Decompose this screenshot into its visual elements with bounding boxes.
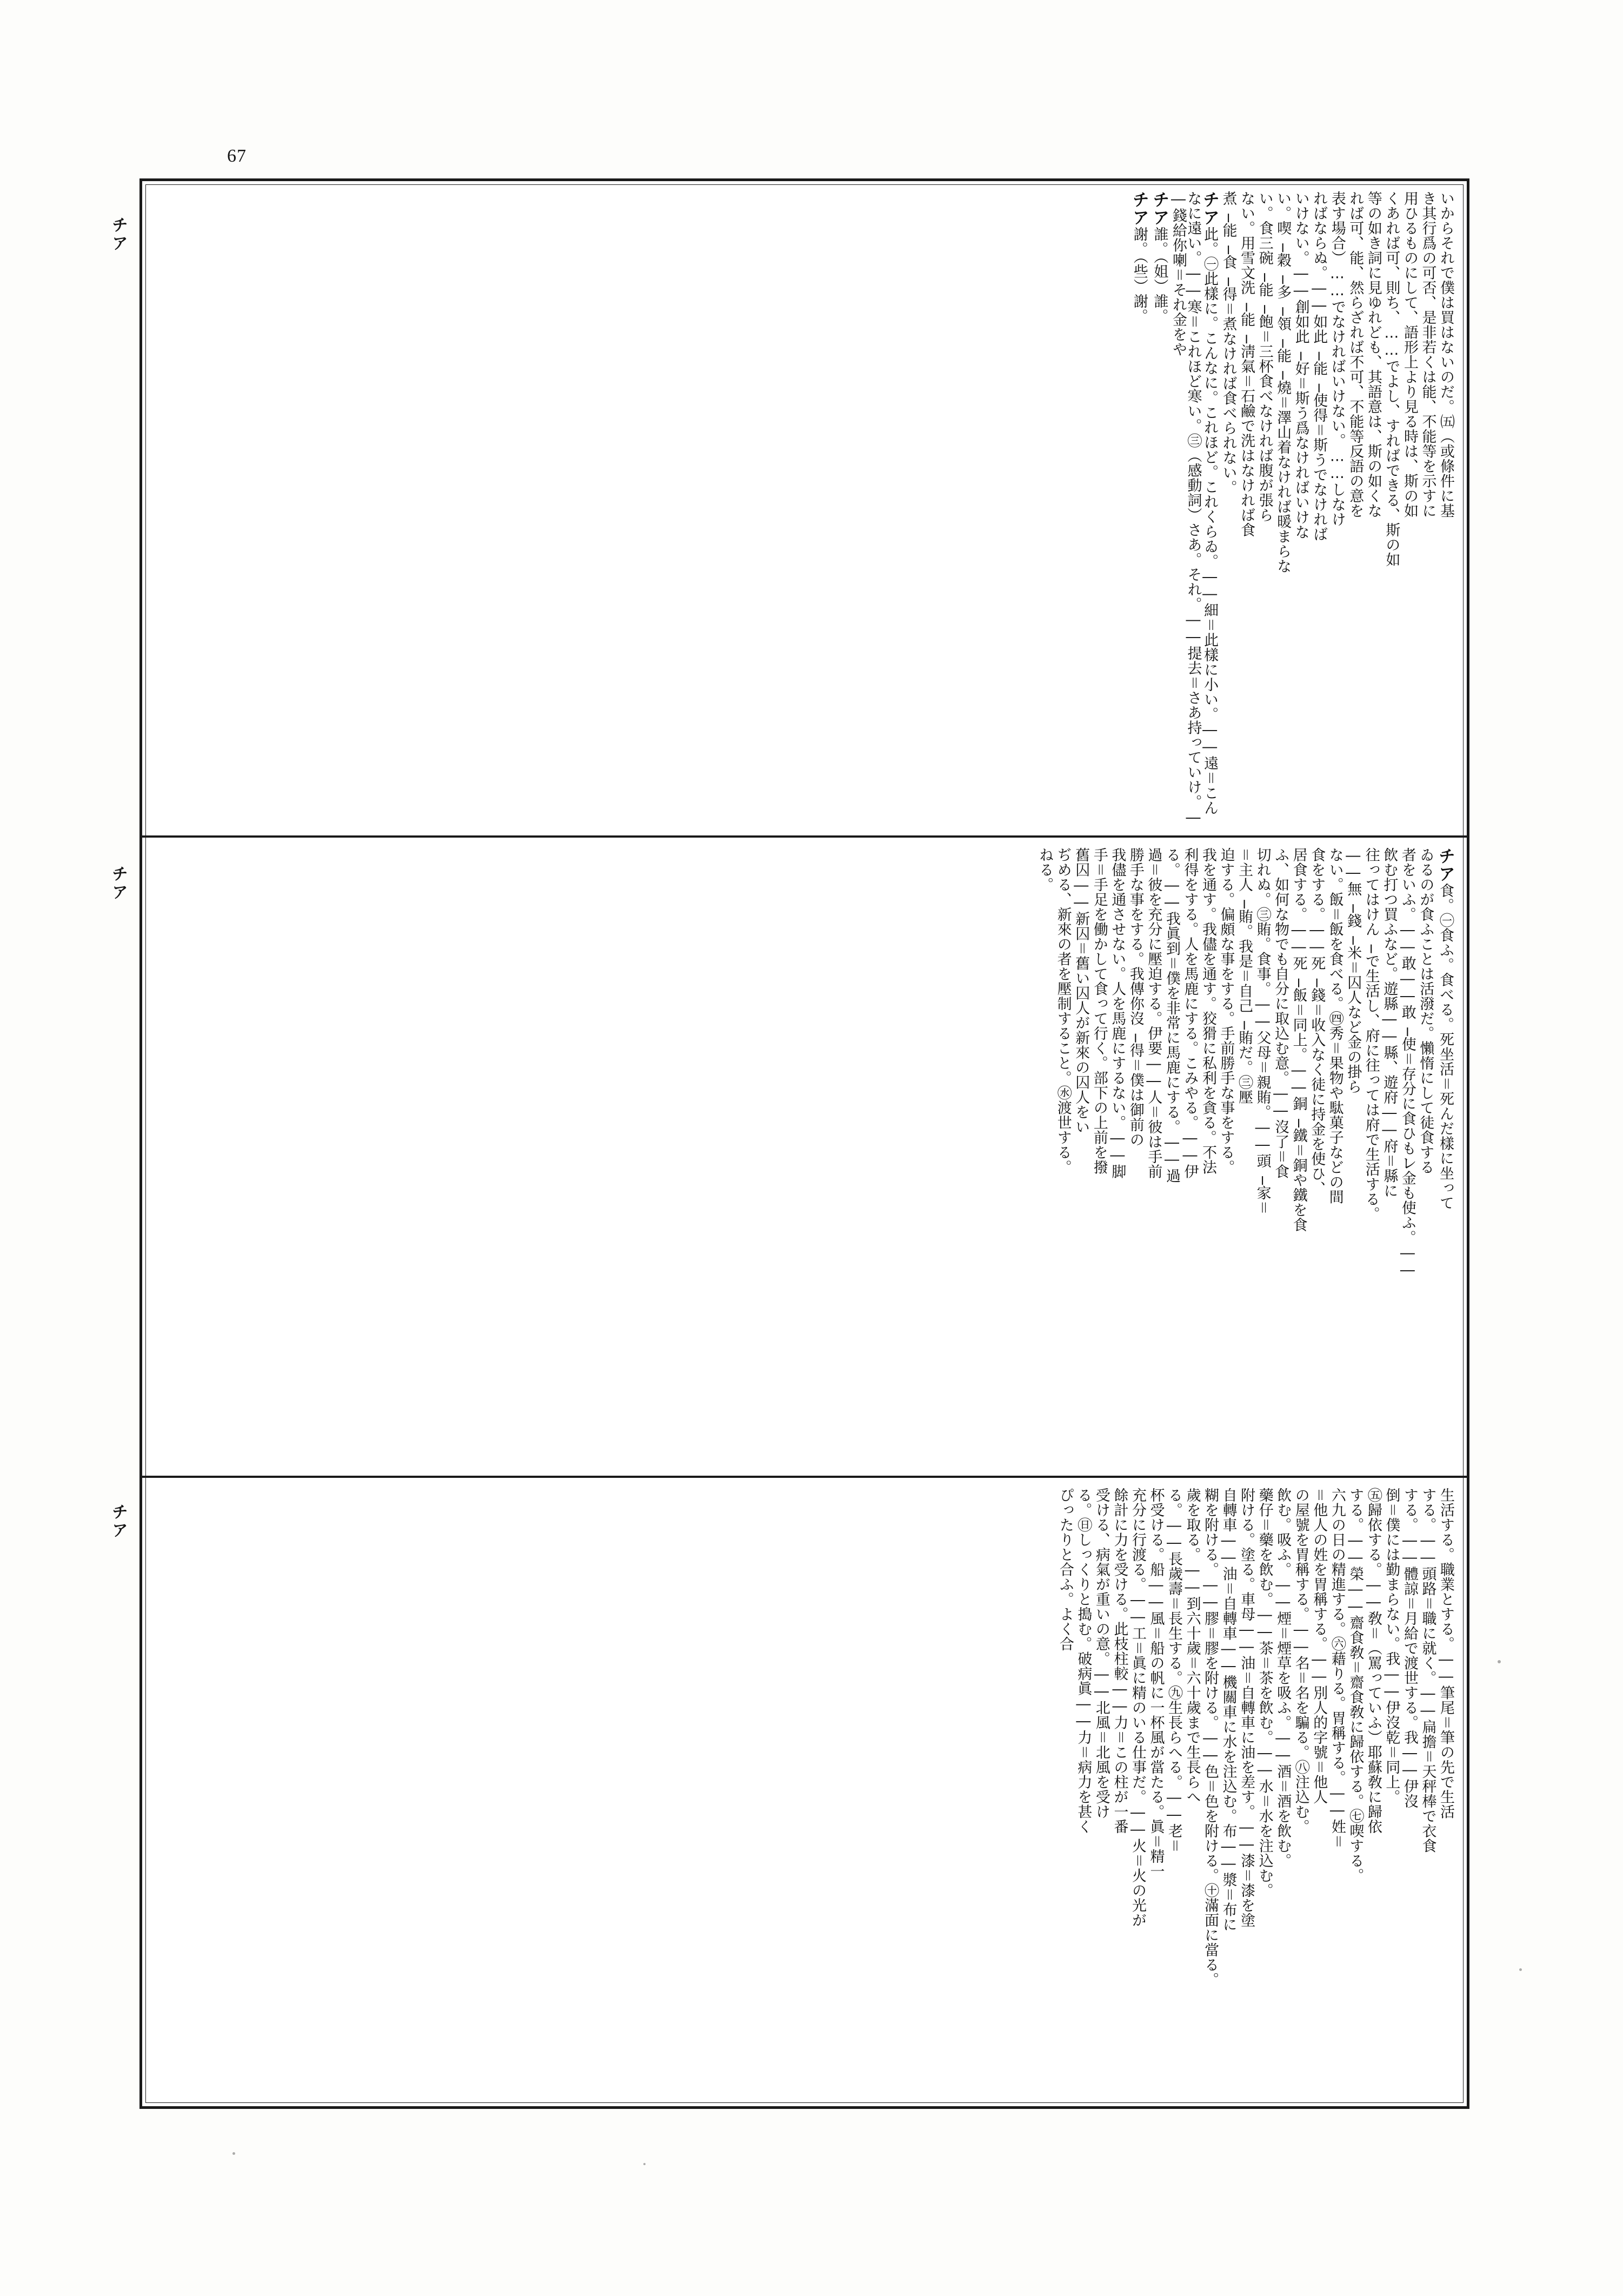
text-frame bbox=[139, 178, 1469, 2109]
headword: チア bbox=[1149, 191, 1169, 227]
text-column: 六九の日の精進する。㊅藉りる。胃稱する。――姓＝ bbox=[1328, 1488, 1346, 1849]
scan-speck bbox=[1498, 1660, 1501, 1663]
text-column: い。喫╷穀╷多╷領╷能╷燒＝澤山着なければ暖まらな bbox=[1274, 191, 1292, 574]
text-column: いけない。――創如此╷好＝斯う爲なければいけな bbox=[1292, 191, 1309, 540]
text-column: する。――榮――齋食敎＝齋食敎に歸依する。㊆喫する。 bbox=[1347, 1488, 1364, 1883]
text-column: 歲を取る。――到六十歲＝六十歲まで生長らへ bbox=[1183, 1488, 1201, 1804]
text-column: の屋號を胃稱する。――名＝名を騙る。㊇注込む。 bbox=[1292, 1488, 1309, 1834]
text-column: 受ける、病氣が重いの意。――北風＝北風を受け bbox=[1093, 1488, 1110, 1819]
text-column: 用ひるものにして、語形上より見る時は、斯の如 bbox=[1401, 191, 1418, 518]
scan-speck bbox=[1519, 1968, 1522, 1971]
text-column: 我を通す。我儘を通す。狡猾に私利を貪る。不法 bbox=[1200, 847, 1217, 1174]
text-column: 倒＝僕には勤まらない。我――伊沒乾＝同上。 bbox=[1383, 1488, 1400, 1804]
text-column: 我儘を通させない。人を馬鹿にするない。――脚 bbox=[1109, 847, 1126, 1179]
text-column: 藥仔＝藥を飲む。――茶＝茶を飲む。――水＝水を注込む。 bbox=[1256, 1488, 1273, 1898]
text-column: 者をいふ。――敢――敢╷使＝存分に食ひも㆑金も使ふ。―― bbox=[1399, 847, 1416, 1279]
text-column: 居食する。――死╷飯＝同上。――銅╷鐵＝銅や鐵を食 bbox=[1290, 847, 1307, 1232]
margin-running-head-1: チア bbox=[109, 216, 128, 253]
margin-running-head-3: チア bbox=[109, 1503, 128, 1540]
text-column: くあれば可、則ち、……でよし、すればできる、斯の如 bbox=[1383, 191, 1400, 567]
text-column: ＝主人╷賄。我是＝自己╷賄だ。㊂壓 bbox=[1236, 847, 1253, 1105]
text-column: る。――我眞到＝僕を非常に馬鹿にする。――過 bbox=[1163, 847, 1180, 1183]
scan-speck bbox=[232, 2152, 235, 2155]
text-column: 糊を附ける。――膠＝膠を附ける。――色＝色を附ける。㊉滿面に當る。 bbox=[1202, 1488, 1219, 1987]
text-column: ぢめる、新來の者を壓制すること。㊌渡世する。 bbox=[1054, 847, 1072, 1174]
text-column: き其行爲の可否、是非若くは能、不能等を示すに bbox=[1419, 191, 1436, 518]
text-column: 往ってはけん╷で生活し、府に往っては府で生活する。 bbox=[1362, 847, 1380, 1222]
entry-column-chia-eat bbox=[1434, 847, 1455, 1468]
text-column: 附ける。塗る。車母――油＝自轉車に油を差す。――漆＝漆を塗 bbox=[1238, 1488, 1255, 1928]
text-column: する。――頭路＝職に就く。――扁擔＝天秤棒で衣食 bbox=[1419, 1488, 1436, 1853]
headword: チア bbox=[1200, 191, 1220, 227]
text-column: 迫する。偏頗な事をする。手前勝手な事をする。 bbox=[1218, 847, 1235, 1174]
text-column: 食をする。――死╷錢＝收入なく徒に持金を使ひ、 bbox=[1308, 847, 1326, 1196]
entry-body: 此。㊀此樣に。こんなに。これほど。これくらゐ。――細＝此樣に小い。――遠＝こんなに遠い。――寒＝これほど寒い。㊂（感動詞）さあ。それ。――提去＝さあ持っていけ。――錢給你喇＝それ金をや bbox=[1169, 191, 1219, 826]
text-column: 生活する。職業とする。――筆尾＝筆の先で生活 bbox=[1438, 1488, 1454, 1819]
text-column: 飲む打つ買ふなど。遊縣――縣、遊府――府＝縣に bbox=[1381, 847, 1398, 1198]
text-column: ふ、如何な物でも自分に取込む意。――沒了＝食 bbox=[1272, 847, 1289, 1179]
text-column: 手＝手足を働かして食って行く。部下の上前を撥 bbox=[1090, 847, 1108, 1174]
text-band-upper bbox=[142, 181, 1467, 835]
text-column: る。――長歲壽＝長生する。㊈生長らへる。――老＝ bbox=[1166, 1488, 1183, 1853]
text-column: ㊄歸依する。――敎＝（罵っていふ）耶蘇敎に歸依 bbox=[1365, 1488, 1382, 1834]
text-column: 飲む。吸ふ。――煙＝煙草を吸ふ。――酒＝酒を飲む。 bbox=[1274, 1488, 1292, 1868]
entry-body: 謝。（些）謝。 bbox=[1130, 227, 1148, 323]
text-column: 餘計に力を受ける。此枝柱較――力＝この柱が一番 bbox=[1111, 1488, 1128, 1834]
text-column: ねる。 bbox=[1036, 847, 1054, 892]
text-band-lower bbox=[142, 1478, 1467, 2108]
text-column: いからそれで僕は買はないのだ。㈤（或條件に基 bbox=[1438, 191, 1454, 518]
text-column: ない。飯＝飯を食べる。㊃秀＝果物や駄菓子などの間 bbox=[1326, 847, 1343, 1204]
margin-running-head-2: チア bbox=[109, 865, 128, 902]
entry-column-chia-this bbox=[1169, 191, 1219, 828]
text-column: 表す場合）……でなければいけない。……しなけ bbox=[1328, 191, 1346, 527]
text-column: 杯受ける。船――風＝船の帆に一杯風が當たる。眞＝精一 bbox=[1147, 1488, 1165, 1879]
text-column: 自轉車――油＝自轉車――機關車に水を注込む。布――漿＝布に bbox=[1220, 1488, 1237, 1932]
text-column: ぴったりと合ふ。よく合 bbox=[1056, 1488, 1074, 1651]
scan-speck bbox=[643, 2163, 646, 2165]
text-column: ――無╷錢╷米＝囚人など金の掛ら bbox=[1345, 847, 1362, 1094]
text-column: ゐるのが食ふことは活潑だ。懶惰にして徒食する bbox=[1417, 847, 1434, 1174]
text-column: 充分に行渡る。――工＝眞に精のいる仕事だ。――火＝火の光が bbox=[1129, 1488, 1146, 1928]
text-column: ない。用雪文洗╷能╷淸氣＝石鹼で洗はなければ食 bbox=[1238, 191, 1255, 537]
entry-body: 食。㊀食ふ。食べる。死坐活＝死んだ樣に坐って bbox=[1437, 883, 1454, 1210]
text-column: 煮╷能╷食╷得＝煮なければ食べられない。 bbox=[1220, 191, 1237, 495]
column-group-middle bbox=[154, 847, 1455, 1468]
headword: チア bbox=[1129, 191, 1149, 227]
entry-body: 誰。（姐）誰。 bbox=[1151, 227, 1168, 323]
text-column: 利得をする。人を馬鹿にする。こみやる。――伊 bbox=[1181, 847, 1199, 1179]
text-column: 勝手な事をする。我傳你沒╷得＝僕は御前の bbox=[1127, 847, 1144, 1147]
text-column: ＝他人の姓を胃稱する。――別人的字號＝他人 bbox=[1311, 1488, 1328, 1804]
text-column: 等の如き詞に見ゆれども、其語意は、斯の如くな bbox=[1365, 191, 1382, 518]
column-group-upper bbox=[154, 191, 1455, 828]
text-column: る。㊐しっくりと搗む。破病眞――力＝病力を甚く bbox=[1075, 1488, 1092, 1834]
text-column: ればならぬ。――如此╷能╷使得＝斯うでなければ bbox=[1311, 191, 1328, 542]
text-column: 舊囚――新囚＝舊い囚人が新來の囚人をい bbox=[1073, 847, 1090, 1134]
text-band-middle bbox=[142, 838, 1467, 1476]
page-number: 67 bbox=[227, 146, 247, 166]
text-column: 過＝彼を充分に壓迫する。伊要――人＝彼は手前 bbox=[1145, 847, 1162, 1179]
text-column: れば可、能、然らざれば不可、不能等反語の意を bbox=[1347, 191, 1364, 518]
text-column: する。――體諒＝月給で渡世する。我――伊沒 bbox=[1401, 1488, 1418, 1809]
column-group-lower bbox=[154, 1488, 1455, 2101]
text-column: い。食三碗╷能╷飽＝三杯食べなければ腹が張ら bbox=[1256, 191, 1273, 522]
entry-column-chia-thanks bbox=[1128, 191, 1149, 828]
entry-column-chia-who bbox=[1149, 191, 1169, 828]
headword: チア bbox=[1435, 847, 1455, 883]
text-column: 切れぬ。㊂賄。食事。――父母＝親賄。――頭╷家＝ bbox=[1254, 847, 1271, 1215]
